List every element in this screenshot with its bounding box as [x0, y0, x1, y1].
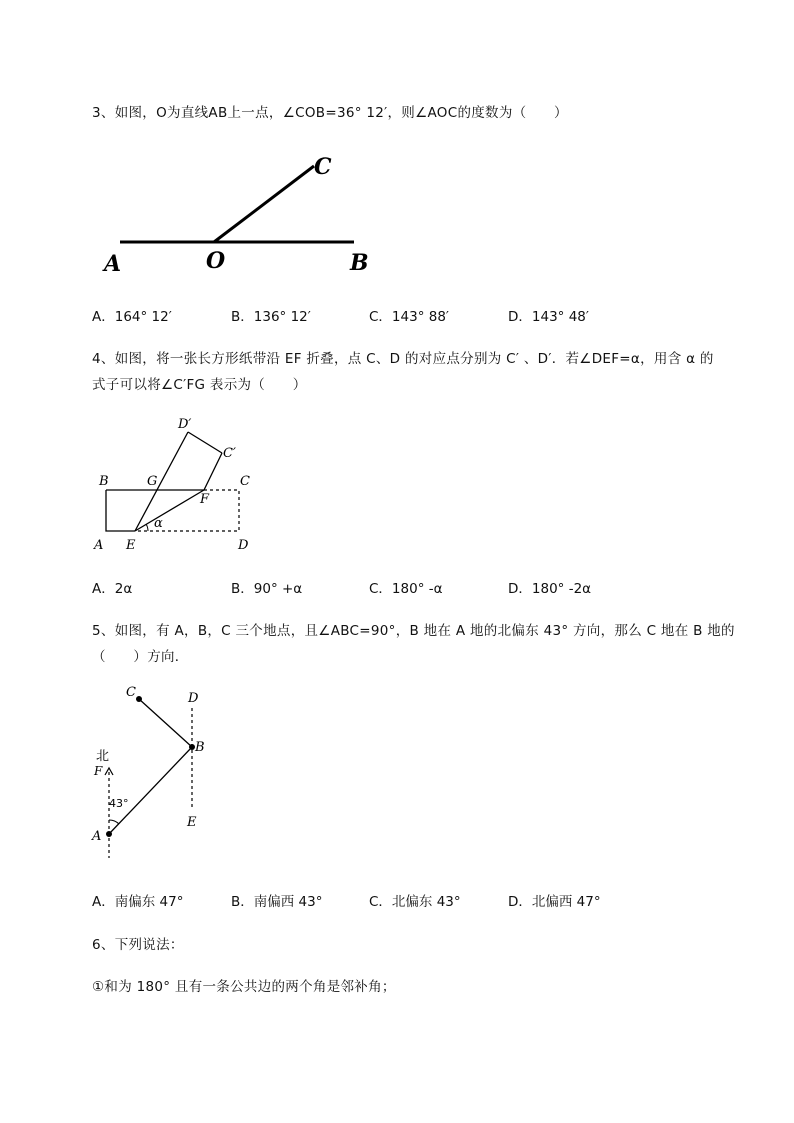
- q4-label-b: B: [99, 474, 109, 489]
- q6-title: 6、下列说法：: [92, 937, 184, 953]
- q5-label-b: B: [195, 740, 205, 755]
- q3-label-b: B: [350, 250, 369, 276]
- q3-label-a: A: [104, 251, 122, 277]
- q5-option-c[interactable]: C．北偏东 43°: [369, 894, 461, 910]
- q4-option-a[interactable]: A．2α: [92, 581, 133, 597]
- q4-label-d-prime: D′: [178, 417, 192, 432]
- q4-dashed-original: [135, 490, 239, 531]
- q4-label-a: A: [94, 538, 104, 553]
- q6-item-1: ①和为 180° 且有一条公共边的两个角是邻补角；: [92, 979, 396, 995]
- q4-edge-dc: [188, 432, 222, 453]
- q3-option-a[interactable]: A．164° 12′: [92, 309, 172, 325]
- q5-label-north: 北: [96, 749, 110, 764]
- q4-alpha-arc: [146, 524, 148, 531]
- q5-angle-arc: [109, 820, 119, 824]
- q4-label-g: G: [147, 474, 158, 489]
- q4-label-alpha: α: [154, 516, 163, 531]
- q3-question-text: 3、如图，O为直线AB上一点，∠COB=36° 12′，则∠AOC的度数为（ ）: [92, 105, 568, 121]
- q4-label-d: D: [238, 538, 249, 553]
- q5-option-d[interactable]: D．北偏西 47°: [508, 894, 601, 910]
- q3-option-d[interactable]: D．143° 48′: [508, 309, 589, 325]
- q5-option-a[interactable]: A．南偏东 47°: [92, 894, 184, 910]
- q3-ray-oc: [214, 166, 314, 242]
- q4-label-e: E: [126, 538, 136, 553]
- q4-option-c[interactable]: C．180° -α: [369, 581, 443, 597]
- q5-label-angle: 43°: [109, 797, 129, 810]
- q5-question-line2: （ ）方向．: [92, 649, 189, 665]
- q4-edge-cf: [204, 453, 222, 490]
- q5-option-b[interactable]: B．南偏西 43°: [231, 894, 323, 910]
- q5-point-a: [106, 831, 112, 837]
- q4-question-line2: 式子可以将∠C′FG 表示为（ ）: [92, 377, 307, 393]
- q5-label-d: D: [188, 691, 199, 706]
- q3-label-c: C: [314, 154, 332, 180]
- q5-segment-ab: [109, 747, 192, 834]
- q4-rect-left: [106, 490, 135, 531]
- q5-question-line1: 5、如图，有 A，B，C 三个地点，且∠ABC=90°，B 地在 A 地的北偏东 43° 方向，那么 C 地在 B 地的: [92, 623, 735, 639]
- q3-option-c[interactable]: C．143° 88′: [369, 309, 449, 325]
- q4-label-f: F: [200, 492, 210, 507]
- q3-label-o: O: [206, 248, 226, 274]
- q5-figure: [88, 680, 218, 865]
- q4-option-d[interactable]: D．180° -2α: [508, 581, 592, 597]
- q4-label-c: C: [240, 474, 250, 489]
- q4-question-line1: 4、如图，将一张长方形纸带沿 EF 折叠，点 C、D 的对应点分别为 C′ 、D′．若∠DEF=α，用含 α 的: [92, 351, 714, 367]
- q3-option-b[interactable]: B．136° 12′: [231, 309, 311, 325]
- q5-label-f: F: [94, 764, 103, 778]
- q5-segment-bc: [139, 699, 192, 747]
- q5-label-a: A: [92, 829, 102, 844]
- q4-label-c-prime: C′: [223, 446, 236, 461]
- q4-figure: [90, 412, 270, 557]
- q5-label-c: C: [126, 685, 136, 700]
- q3-figure: [96, 148, 386, 278]
- q5-label-e: E: [187, 815, 197, 830]
- q4-option-b[interactable]: B．90° +α: [231, 581, 303, 597]
- q5-point-c: [136, 696, 142, 702]
